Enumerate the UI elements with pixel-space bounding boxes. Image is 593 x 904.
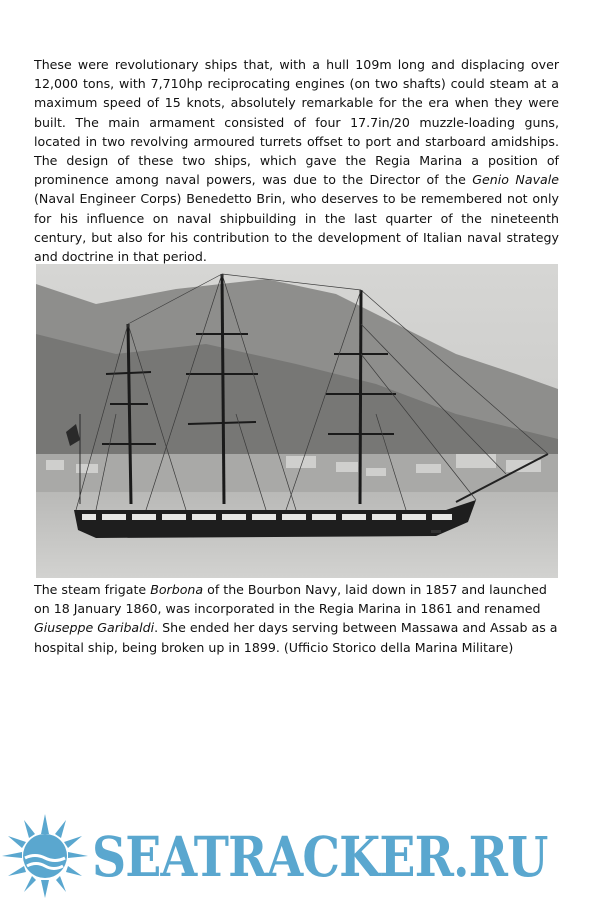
caption-part2: of the Bourbon Navy, laid down in 1857 and launched on 18 January 1860, was incorporated in the Regia Marina in 1861 and renamed [34,582,547,617]
giuseppe-garibaldi-italic: Giuseppe Garibaldi [34,620,155,636]
body-text-part1: These were revolutionary ships that, with a hull 109m long and displacing over 12,000 tons, with 7,710hp reciprocating engines (on two shafts) could steam at a maximum speed of 15 knots, absolutely remarkable for the era when they were built. The main armament consisted of four 17.7in/20 muzzle-loading guns, located in two revolving armoured turrets offset to port and starboard amidships. The design of these two ships, which gave the Regia Marina a position of prominence among naval powers, was due to the Director of the [34,57,559,188]
photo-caption [34,580,559,657]
sun-wave-icon [0,812,90,900]
borbona-italic: Borbona [150,582,204,597]
body-paragraph [34,55,559,266]
watermark-text: SEATRACKER.RU [92,824,548,889]
genio-navale-italic: Genio Navale [472,172,559,188]
ship-photograph [36,264,558,578]
watermark [0,812,593,900]
caption-part1: The steam frigate [34,582,151,597]
body-text-part2: (Naval Engineer Corps) Benedetto Brin, who deserves to be remembered not only for his influence on naval shipbuilding in the last quarter of the nineteenth century, but also for his contribution to the development of Italian naval strategy and doctrine in that period. [34,191,559,265]
caption-part3: . She ended her days serving between Massawa and Assab as a hospital ship, being broken up in 1899. (Ufficio Storico della Marina Militare) [34,620,558,655]
